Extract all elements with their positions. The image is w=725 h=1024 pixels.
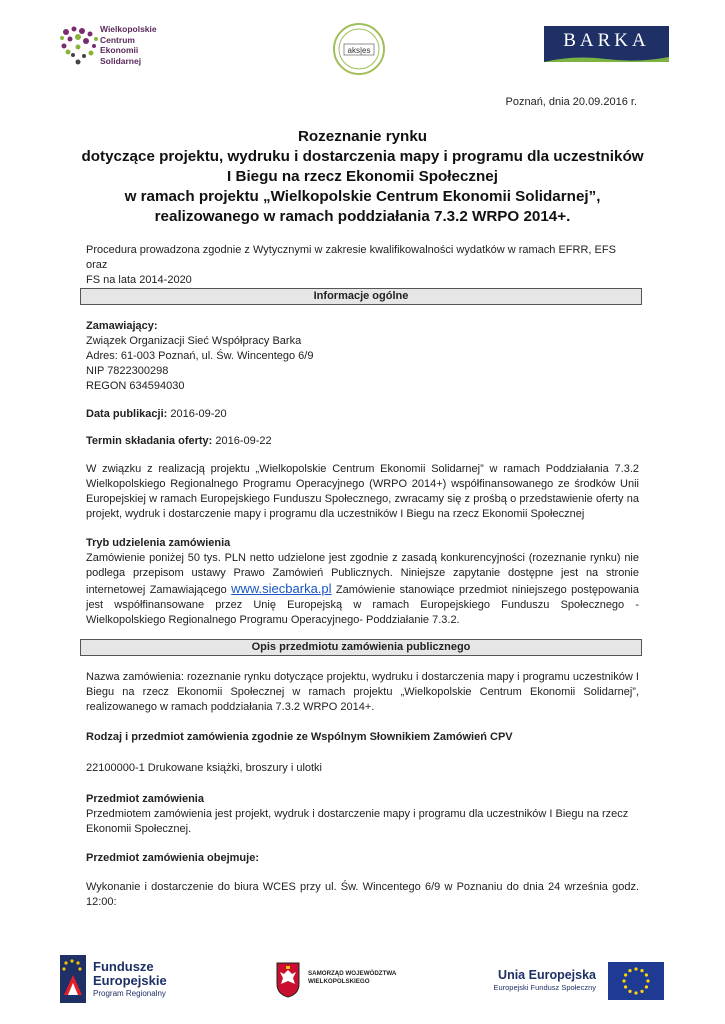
wave-icon [544,55,669,62]
title-line-5: realizowanego w ramach poddziałania 7.3.2 WRPO 2014+. [154,208,571,225]
mode-paragraph [86,551,639,628]
procedure-line-1: Procedura prowadzona zgodnie z Wytycznymi w zakresie kwalifikowalności wydatków w ramach EFRR, EFS oraz [86,244,616,271]
subject-label: Przedmiot zamówienia [86,793,204,805]
barka-text: BARKA [563,30,650,51]
subject-section [86,792,639,837]
tree-icon [56,22,100,66]
document-date: Poznań, dnia 20.09.2016 r. [505,96,637,108]
wlkp-line1: SAMORZĄD WOJEWÓDZTWA [308,970,397,977]
mode-label: Tryb udzielenia zamówienia [86,537,231,549]
fe-line2: Europejskie [93,973,167,988]
title-line-3: I Biegu na rzecz Ekonomii Społecznej [227,168,498,185]
intro-paragraph: W związku z realizacją projektu „Wielkopolskie Centrum Ekonomii Solidarnej” w ramach Poddziałania 7.3.2 Wielkopolskiego Regionalnego Programu Operacyjnego (WRPO 2014+) współfinansowanego ze środków Unii Europejskiej w ramach Europejskiego Funduszu Społecznego, zwracamy się z prośbą o przedstawienie oferty na projekt, wydruk i dostarczenie mapy i programu dla uczestników I Biegu na rzecz Ekonomii Społecznej [86,463,639,520]
deadline-value: 2016-09-22 [212,435,272,447]
wces-line4: Solidarnej [100,55,142,66]
contracting-name: Związek Organizacji Sieć Współpracy Barka [86,335,302,347]
deadline-label: Termin składania oferty: [86,435,213,447]
wlkp-line2: WIELKOPOLSKIEGO [308,977,370,985]
fe-line3: Program Regionalny [93,989,166,998]
publication-label: Data publikacji: [86,408,168,420]
publication-date [86,407,639,422]
subject-text: Przedmiotem zamówienia jest projekt, wydruk i dostarczenie mapy i programu dla uczestników I Biegu na rzecz Ekonomii Społecznej. [86,808,629,835]
contracting-regon: REGON 634594030 [86,380,185,392]
mode-text-a: Zamówienie poniżej 50 tys. PLN netto udzielone jest zgodnie z zasadą konkurencyjności (rozeznanie rynku) nie podlega przepisom ustawy Prawo Zamówień Publicznych. Niniejsze zapytanie dostępne jest na stronie internetowej Zamawiającego [86,552,639,596]
contracting-address: Adres: 61-003 Poznań, ul. Św. Wincentego 6/9 [86,350,314,362]
fe-line1: Fundusze [93,959,154,974]
barka-logo [544,26,669,62]
section-header-general: Informacje ogólne [80,288,642,305]
wces-line3: Ekonomii [100,45,139,55]
eu-flag-icon [608,962,664,1000]
aks-es-text: aks|es [347,46,371,55]
unia-europejska-logo [476,966,666,1006]
aks-es-logo [332,22,386,76]
scope-text: Wykonanie i dostarczenie do biura WCES przy ul. Św. Wincentego 6/9 w Poznaniu do dnia 24 września godz. 12:00: [86,881,639,908]
wces-line1: Wielkopolskie [100,24,157,34]
title-line-4: w ramach projektu „Wielkopolskie Centrum Ekonomii Solidarnej”, [124,188,601,205]
cpv-label: Rodzaj i przedmiot zamówienia zgodnie ze Wspólnym Słownikiem Zamówień CPV [86,731,513,743]
eagle-crest-icon [276,962,300,998]
offer-deadline [86,434,639,449]
wielkopolska-logo [276,962,416,1004]
contracting-nip: NIP 7822300298 [86,365,169,377]
ue-line1: Unia Europejska [498,968,596,982]
fe-flag-icon [60,955,86,1003]
section-header-description: Opis przedmiotu zamówienia publicznego [80,639,642,656]
scope-label: Przedmiot zamówienia obejmuje: [86,852,259,864]
procedure-line-2: FS na lata 2014-2020 [86,274,192,286]
title-line-2: dotyczące projektu, wydruku i dostarczenia mapy i programu dla uczestników [81,148,644,165]
order-name: Nazwa zamówienia: rozeznanie rynku dotyczące projektu, wydruku i dostarczenia mapy i programu uczestników I Biegu na rzecz Ekonomii Społecznej w ramach projektu „Wielkopolskie Centrum Ekonomii Solidarnej”, realizowanego w ramach poddziałania 7.3.2 WRPO 2014+. [86,671,639,713]
mode-section [86,536,639,628]
cpv-code: 22100000-1 Drukowane książki, broszury i ulotki [86,762,323,774]
contracting-label: Zamawiający: [86,320,158,332]
siecbarka-link[interactable]: www.siecbarka.pl [231,581,332,596]
procedure-note [86,243,639,288]
page-title [60,127,665,227]
fundusze-europejskie-logo [60,955,190,1005]
wces-logo [56,22,166,68]
title-line-1: Rozeznanie rynku [297,128,428,145]
laurel-icon [332,22,386,76]
ue-line2: Europejski Fundusz Społeczny [493,983,596,992]
publication-value: 2016-09-20 [167,408,227,420]
wces-line2: Centrum [100,34,135,45]
contracting-authority [86,319,639,394]
mode-text-b: Zamówienie stanowiące przedmiot niniejszego postępowania jest współfinansowane przez Unię Europejską w ramach Europejskiego Funduszu Społecznego - Wielkopolskiego Regionalnego Programu Operacyjnego- Poddziałanie 7.3.2. [86,584,639,626]
